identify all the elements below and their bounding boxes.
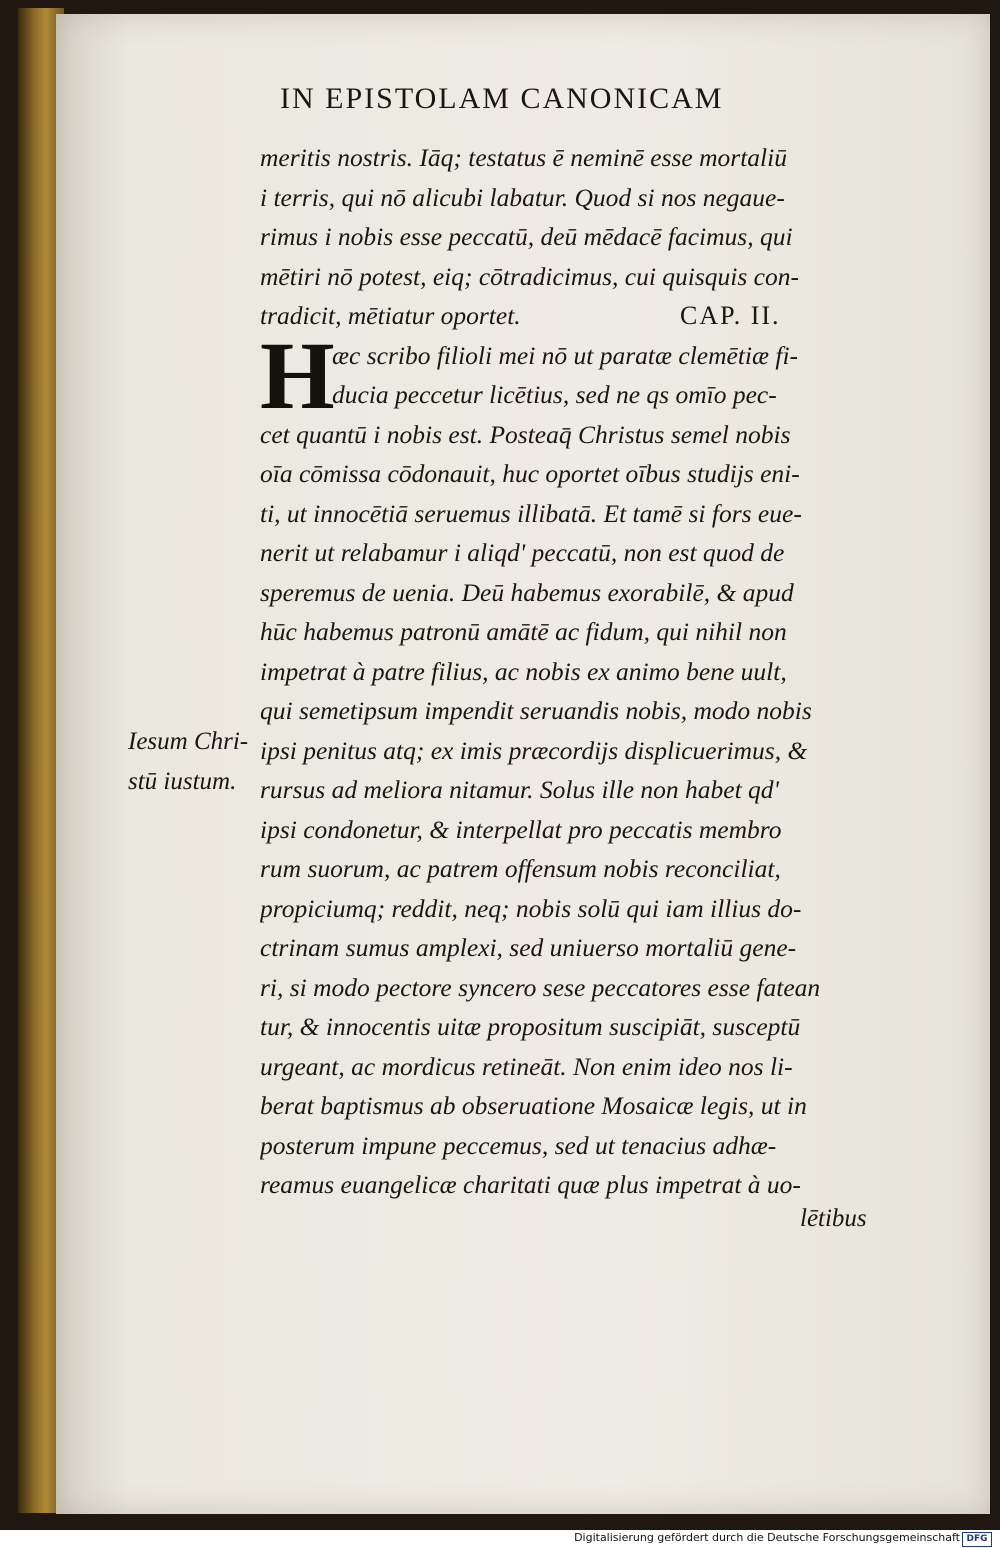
text-line: cet quantū i nobis est. Posteaq̄ Christus semel nobis [260, 419, 791, 449]
text-line: berat baptismus ab obseruatione Mosaicæ legis, ut in [260, 1091, 807, 1120]
text-line: ipsi condonetur, & interpellat pro peccatis membro [260, 814, 782, 844]
drop-cap-paragraph [260, 321, 940, 429]
text-line: ipsi penitus atq; ex imis præcordijs displicuerimus, & [260, 735, 808, 765]
text-line: æc scribo filioli mei nō ut paratæ clemētiæ fi- [332, 340, 799, 370]
text-line: ctrinam sumus amplexi, sed uniuerso mortaliū gene- [260, 933, 797, 962]
text-line: mētiri nō potest, eiq; cōtradicimus, cui quisquis con- [260, 261, 799, 291]
running-title: IN EPISTOLAM CANONICAM [280, 82, 724, 115]
drop-cap-initial: H [260, 321, 335, 429]
body-text [260, 138, 940, 1205]
text-line: nerit ut relabamur i aliqd' peccatū, non est quod de [260, 538, 785, 567]
catchword: lētibus [800, 1205, 867, 1232]
text-line: ducia peccetur licētius, sed ne qs omīo pec- [332, 380, 777, 409]
digitization-footer [0, 1530, 1000, 1548]
text-line: propiciumq; reddit, neq; nobis solū qui iam illius do- [260, 893, 802, 923]
text-line: urgeant, ac mordicus retineāt. Non enim ideo nos li- [260, 1051, 793, 1081]
text-line: qui semetipsum impendit seruandis nobis, modo nobis [260, 696, 812, 725]
funding-credit: Digitalisierung gefördert durch die Deutsche Forschungsgemeinschaft [574, 1531, 960, 1544]
text-line: posterum impune peccemus, sed ut tenacius adhæ- [260, 1130, 777, 1160]
text-line: reamus euangelicæ charitati quæ plus impetrat à uo- [260, 1170, 801, 1199]
dfg-logo-icon: DFG [962, 1532, 992, 1547]
text-line: rum suorum, ac patrem offensum nobis reconciliat, [260, 854, 781, 883]
text-line-with-chapter [260, 296, 940, 336]
text-line: speremus de uenia. Deū habemus exorabilē, & apud [260, 577, 794, 607]
text-line: tradicit, mētiatur oportet. [260, 301, 521, 330]
text-line: ti, ut innocētiā seruemus illibatā. Et tamē si fors eue- [260, 498, 802, 528]
marginal-line: stū iustum. [128, 767, 237, 795]
chapter-heading: CAP. II. [680, 301, 781, 330]
text-line: ri, si modo pectore syncero sese peccatores esse fatean [260, 972, 821, 1002]
text-line: hūc habemus patronū amātē ac fidum, qui nihil non [260, 617, 787, 646]
marginal-note [128, 722, 268, 801]
text-line: meritis nostris. Iāq; testatus ē neminē esse mortaliū [260, 143, 787, 172]
text-line: tur, & innocentis uitæ propositum suscipiāt, susceptū [260, 1012, 801, 1041]
text-line: rursus ad meliora nitamur. Solus ille non habet qd' [260, 775, 780, 804]
text-line: oīa cōmissa cōdonauit, huc oportet oībus studijs eni- [260, 459, 800, 488]
text-line: i terris, qui nō alicubi labatur. Quod si nos negaue- [260, 182, 785, 212]
text-line: rimus i nobis esse peccatū, deū mēdacē facimus, qui [260, 222, 793, 251]
text-line: impetrat à patre filius, ac nobis ex animo bene uult, [260, 656, 787, 686]
marginal-line: Iesum Chri- [128, 728, 249, 755]
